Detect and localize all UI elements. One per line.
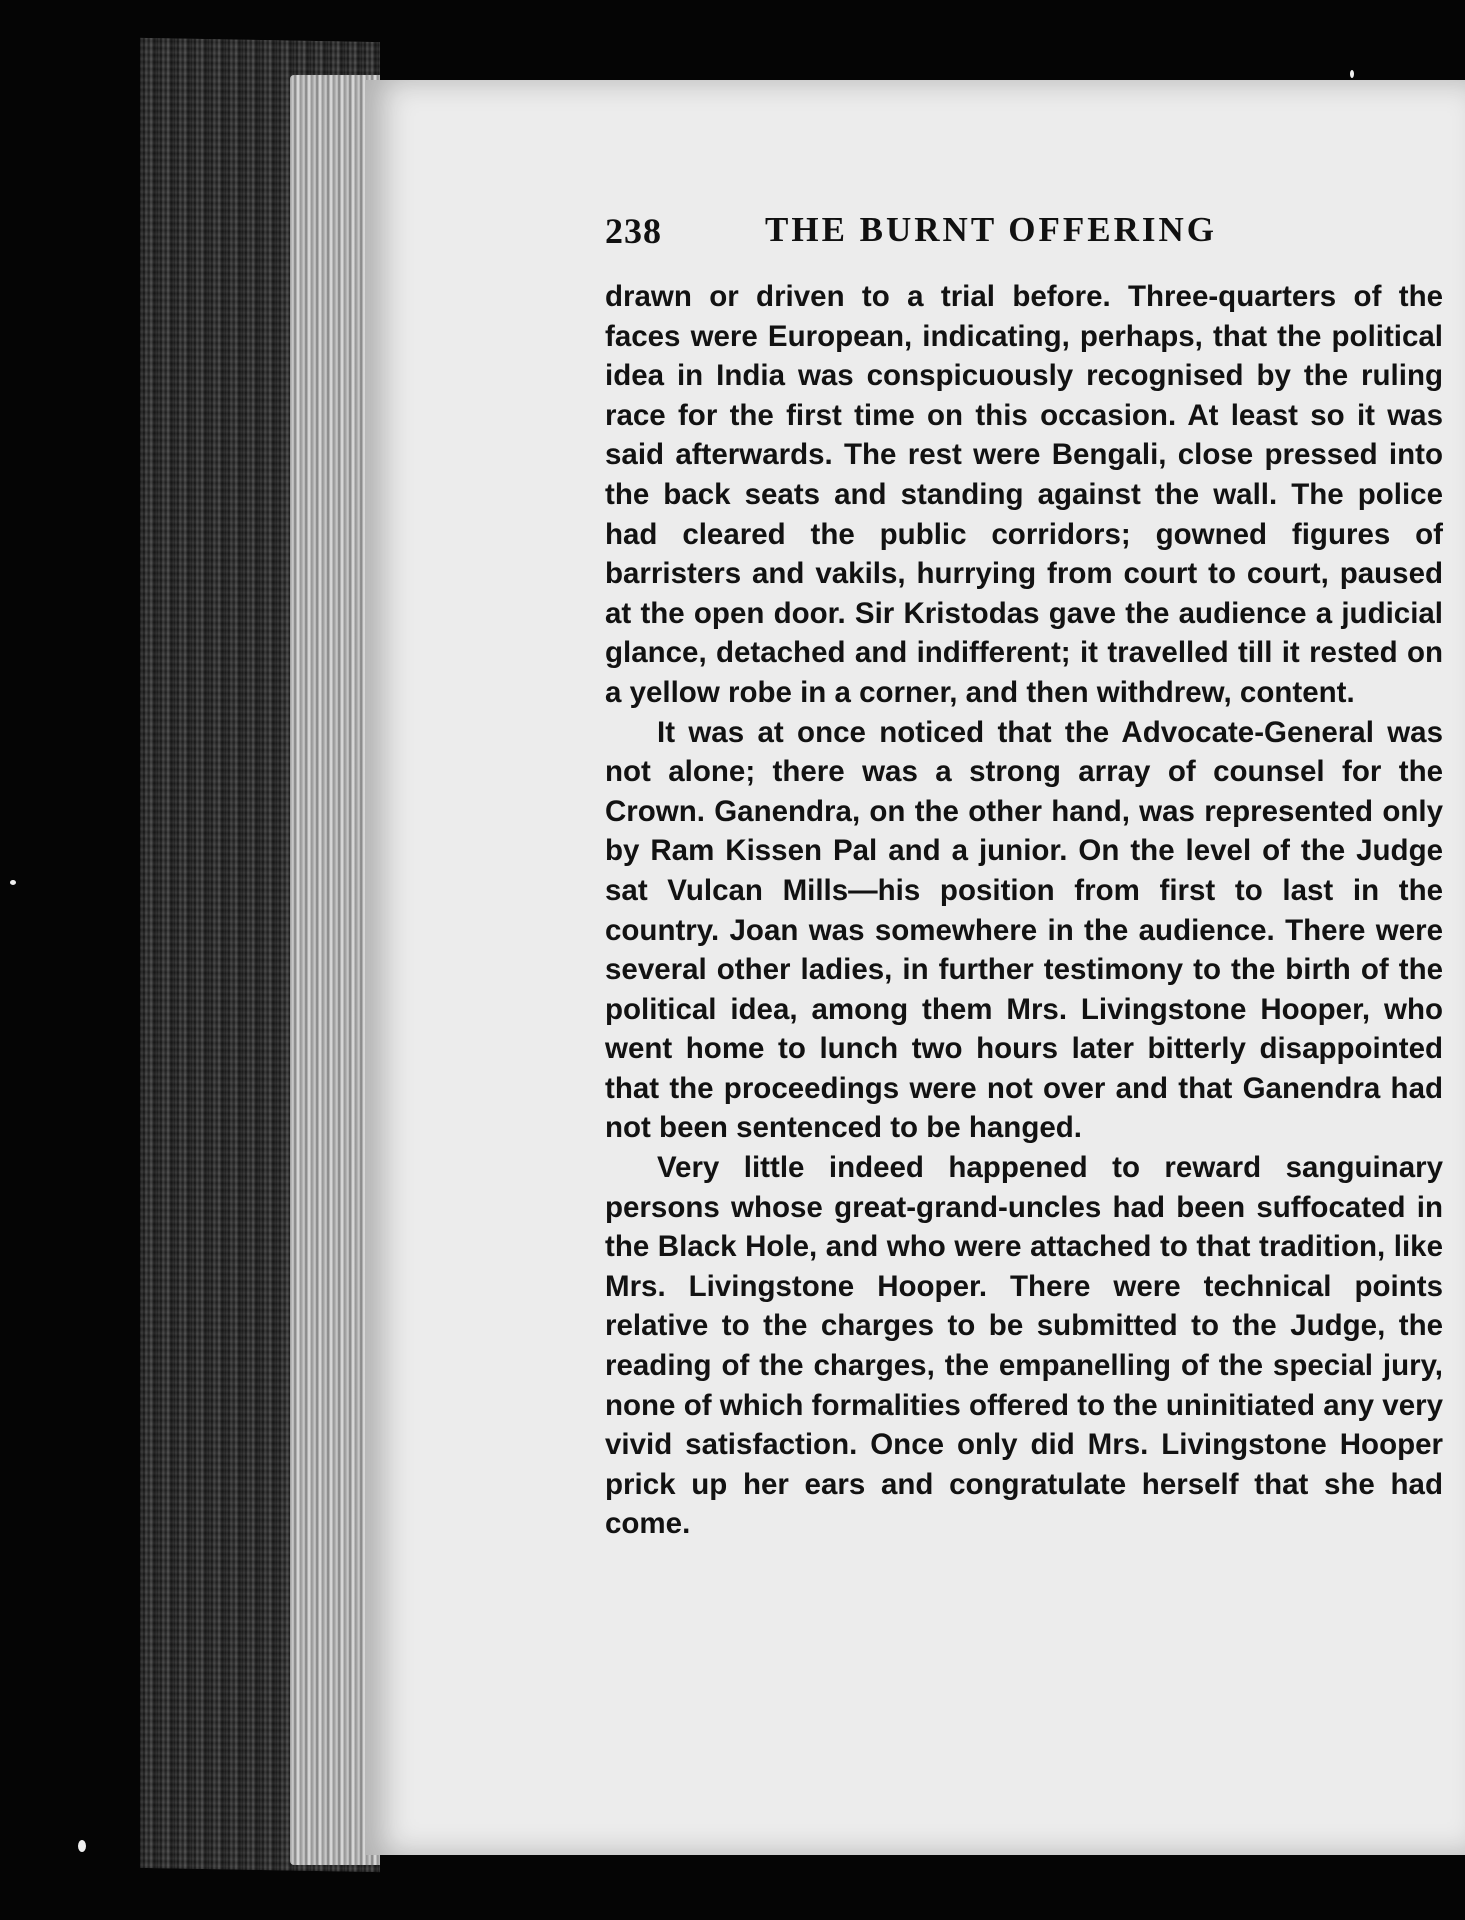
running-title: THE BURNT OFFERING (765, 210, 1218, 249)
paragraph-1: drawn or driven to a trial before. Three-quarters of the faces were European, indicating, perhaps, that the political idea in India was conspicuously recognised by the ruling race for the first time on this occasion. At least so it was said afterwards. The rest were Bengali, close pressed into the back seats and standing against the wall. The police had cleared the public corridors; gowned figures of barristers and vakils, hurrying from court to court, paused at the open door. Sir Kristodas gave the audience a judicial glance, detached and indifferent; it travelled till it rested on a yellow robe in a corner, and then withdrew, content. (605, 280, 1443, 709)
paragraph-2: It was at once noticed that the Advocate-General was not alone; there was a strong array of counsel for the Crown. Ganendra, on the other hand, was represented only by Ram Kissen Pal and a junior. On the level of the Judge sat Vulcan Mills—his position from first to last in the country. Joan was somewhere in the audience. There were several other ladies, in further testimony to the birth of the political idea, among them Mrs. Livingstone Hooper, who went home to lunch two hours later bitterly disappointed that the proceedings were not over and that Ganendra had not been sentenced to be hanged. (605, 715, 1443, 1145)
dust-speck (10, 880, 16, 885)
dust-speck (78, 1840, 86, 1852)
page-number: 238 (605, 211, 662, 251)
paragraph-3: Very little indeed happened to reward sanguinary persons whose great-grand-uncles had been suffocated in the Black Hole, and who were attached to that tradition, like Mrs. Livingstone Hooper. There were technical points relative to the charges to be submitted to the Judge, the reading of the charges, the empanelling of the special jury, none of which formalities offered to the uninitiated any very vivid satisfaction. Once only did Mrs. Livingstone Hooper prick up her ears and congratulate herself that she had come. (605, 1151, 1443, 1541)
page-header (605, 210, 1425, 260)
body-text (605, 277, 1443, 1544)
dust-speck (1350, 70, 1354, 78)
book-page (365, 80, 1465, 1855)
